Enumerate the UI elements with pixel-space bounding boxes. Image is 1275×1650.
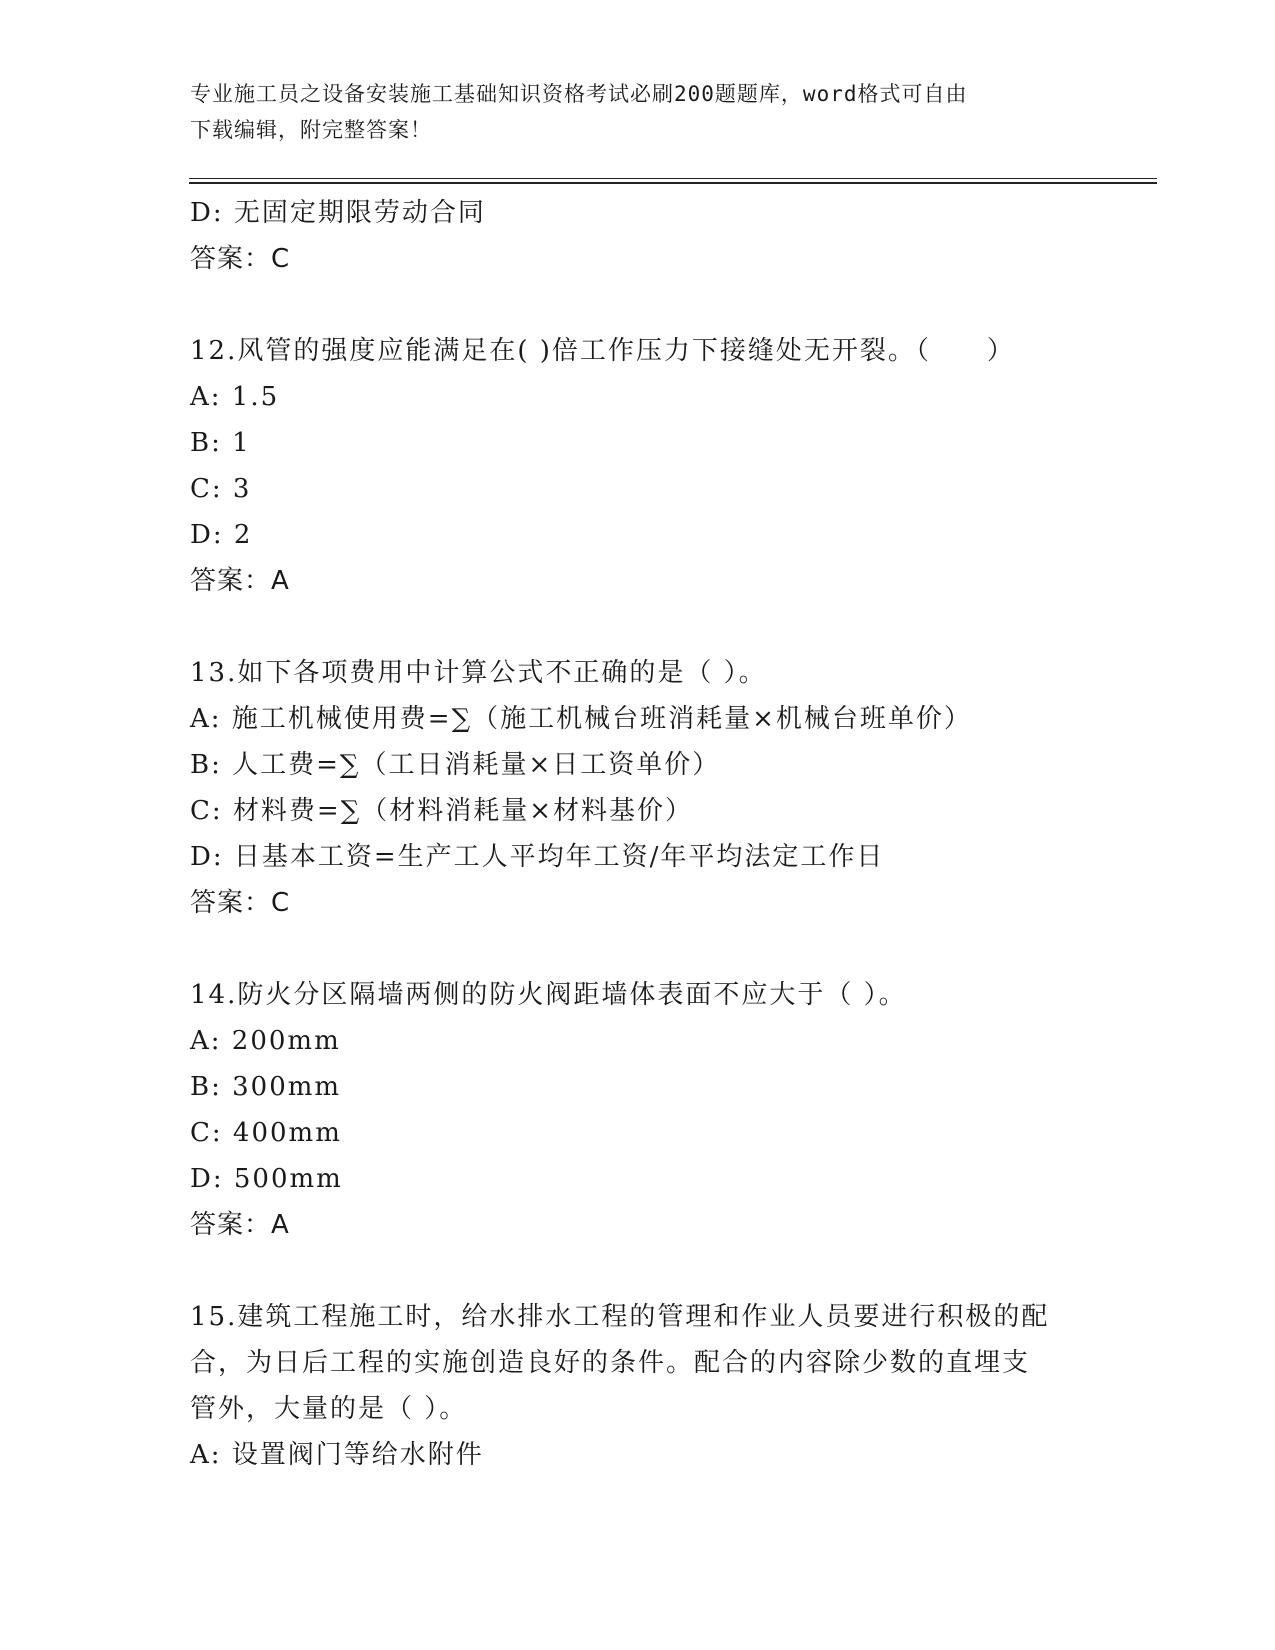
option-a: A: 1.5 (190, 382, 280, 412)
spacer (190, 926, 1090, 972)
question-text: 14.防火分区隔墙两侧的防火阀距墙体表面不应大于（ ）。 (190, 980, 907, 1010)
header-divider-thick (189, 182, 1157, 184)
header-line-2: 下载编辑，附完整答案！ (190, 118, 432, 142)
option-d: D: 2 (190, 520, 253, 550)
option-a: A: 施工机械使用费=∑（施工机械台班消耗量×机械台班单价） (190, 704, 972, 734)
option-b: B: 1 (190, 428, 251, 458)
question-15 (190, 1294, 1090, 1478)
question-text-line-2: 合，为日后工程的实施创造良好的条件。配合的内容除少数的直埋支 (190, 1348, 1031, 1378)
question-11 (190, 190, 1090, 282)
spacer (190, 604, 1090, 650)
spacer (190, 1248, 1090, 1294)
question-12 (190, 328, 1090, 604)
option-b: B: 人工费=∑（工日消耗量×日工资单价） (190, 750, 721, 780)
question-text-line-1: 15.建筑工程施工时，给水排水工程的管理和作业人员要进行积极的配 (190, 1302, 1050, 1332)
document-header (190, 76, 1070, 148)
option-a: A: 200mm (190, 1026, 341, 1056)
option-c: C: 400mm (190, 1118, 342, 1148)
question-text: 13.如下各项费用中计算公式不正确的是（ ）。 (190, 658, 767, 688)
spacer (190, 282, 1090, 328)
answer: 答案：C (190, 244, 291, 274)
option-c: C: 材料费=∑（材料消耗量×材料基价） (190, 796, 694, 826)
option-d: D: 日基本工资=生产工人平均年工资/年平均法定工作日 (190, 842, 885, 872)
question-14 (190, 972, 1090, 1248)
question-13 (190, 650, 1090, 926)
question-text: 12.风管的强度应能满足在( )倍工作压力下接缝处无开裂。（ ） (190, 336, 1015, 366)
question-list (190, 190, 1090, 1478)
option-d: D: 500mm (190, 1164, 343, 1194)
header-line-1: 专业施工员之设备安装施工基础知识资格考试必刷200题题库，word格式可自由 (190, 82, 968, 106)
option-a: A: 设置阀门等给水附件 (190, 1440, 484, 1470)
option-b: B: 300mm (190, 1072, 342, 1102)
question-text-line-3: 管外，大量的是（ ）。 (190, 1394, 468, 1424)
answer: 答案：C (190, 888, 291, 918)
answer: 答案：A (190, 566, 290, 596)
option-d: D: 无固定期限劳动合同 (190, 198, 486, 228)
answer: 答案：A (190, 1210, 290, 1240)
option-c: C: 3 (190, 474, 252, 504)
header-divider-thin (189, 178, 1157, 179)
